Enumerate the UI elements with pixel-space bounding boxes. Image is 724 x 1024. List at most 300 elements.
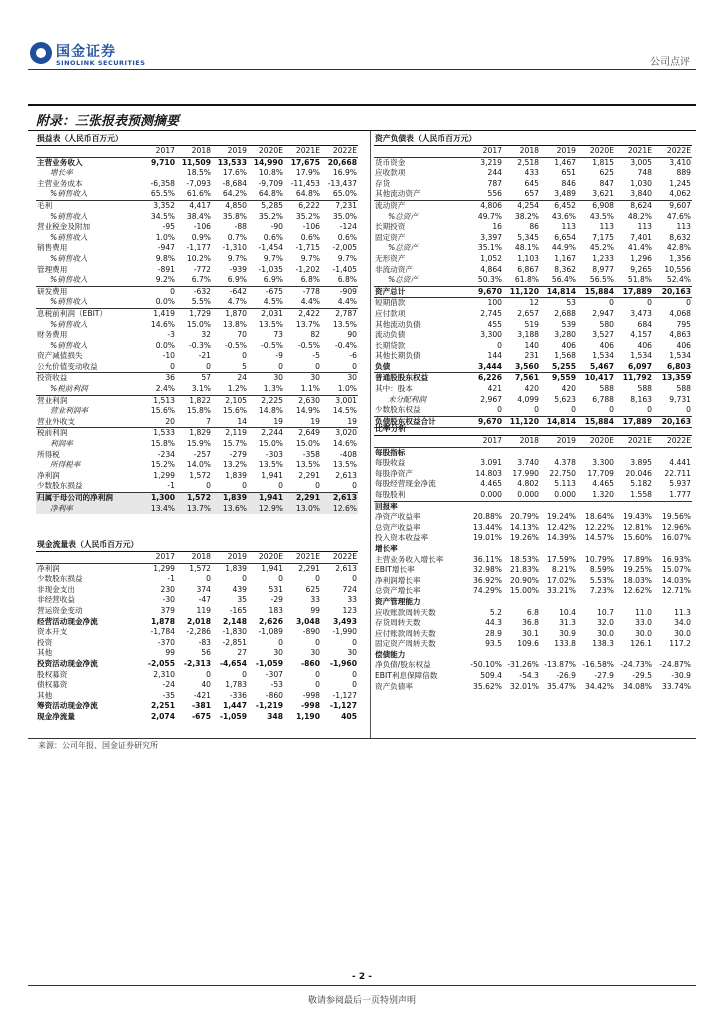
- row-value: 684: [637, 319, 652, 329]
- row-value: 3,444: [466, 362, 503, 373]
- table-row: [374, 608, 692, 619]
- row-value: 30: [347, 373, 357, 383]
- row-value: 15.6%: [150, 406, 175, 416]
- row-value: 36.11%: [473, 554, 502, 564]
- row-value: 20.90%: [510, 575, 539, 585]
- year-header-row: [36, 146, 358, 158]
- row-value: 4.5%: [248, 297, 284, 308]
- row-value: 20,163: [653, 286, 692, 298]
- row-value: -307: [265, 669, 283, 679]
- row-value: 9,731: [669, 394, 691, 404]
- row-value: 18.03%: [623, 575, 652, 585]
- table-row: [374, 373, 692, 384]
- row-label: 毛利: [37, 200, 53, 210]
- row-value: 3,410: [669, 157, 691, 167]
- row-value: 4.441: [669, 458, 691, 468]
- table-row: [374, 586, 692, 597]
- year-header: 2022E: [653, 436, 692, 448]
- row-value: 6.8%: [284, 275, 321, 286]
- row-value: 2,119: [225, 428, 247, 438]
- table-row: [374, 660, 692, 671]
- row-value: [615, 501, 653, 512]
- row-value: 6,908: [592, 200, 614, 210]
- row-label: 每股净资产: [375, 468, 413, 478]
- row-value: 1,533: [153, 428, 175, 438]
- table-row: [374, 544, 692, 555]
- row-value: 1,941: [261, 563, 283, 573]
- row-value: 4.802: [517, 479, 539, 489]
- row-value: 6,452: [554, 200, 576, 210]
- table-row: [36, 648, 358, 659]
- row-value: -234: [157, 449, 175, 459]
- page-number: - 2 -: [352, 972, 372, 982]
- row-label: %销售收入: [50, 211, 88, 221]
- table-row: [374, 405, 692, 416]
- row-value: 17,675: [290, 157, 320, 167]
- row-value: -257: [193, 449, 211, 459]
- row-value: [466, 501, 503, 512]
- row-label: %销售收入: [50, 232, 88, 242]
- row-value: 51.8%: [615, 275, 653, 286]
- row-value: -24: [162, 680, 175, 690]
- row-value: -88: [234, 222, 247, 232]
- row-value: 22.711: [664, 468, 691, 478]
- row-value: -1,960: [329, 658, 357, 668]
- row-value: 3,300: [480, 330, 502, 340]
- row-value: 0: [315, 680, 320, 690]
- row-value: -24.87%: [659, 660, 691, 670]
- row-value: 588: [599, 384, 614, 394]
- table-row: [36, 157, 358, 168]
- row-value: 0.000: [540, 490, 577, 501]
- row-value: [140, 168, 176, 179]
- table-row: [36, 222, 358, 233]
- row-value: 17.709: [587, 468, 614, 478]
- row-value: 5,285: [261, 200, 283, 210]
- row-value: 2,422: [298, 308, 320, 318]
- table-row: [36, 168, 358, 179]
- row-value: 34.0: [674, 618, 691, 628]
- row-value: 33.0: [635, 618, 652, 628]
- year-header: 2019: [540, 146, 577, 158]
- row-value: 406: [637, 340, 652, 350]
- row-label: 应收款项: [375, 168, 406, 178]
- row-value: 15.7%: [222, 439, 247, 449]
- row-value: 1.320: [577, 490, 615, 501]
- row-value: 2,657: [517, 308, 539, 318]
- row-label: 固定资产: [375, 232, 406, 242]
- table-row: [36, 439, 358, 450]
- year-header: 2021E: [615, 436, 653, 448]
- row-value: 0: [503, 405, 540, 416]
- row-value: 19: [284, 417, 321, 428]
- row-value: 38.2%: [514, 211, 539, 221]
- row-value: 0: [278, 574, 283, 584]
- row-value: [615, 447, 653, 458]
- row-value: 625: [305, 584, 320, 594]
- row-value: 2,148: [222, 616, 247, 626]
- row-label: 偿债能力: [375, 649, 406, 659]
- row-label: 未分配利润: [388, 394, 426, 404]
- row-value: 2,613: [321, 493, 358, 504]
- table-row: [36, 373, 358, 384]
- year-header: 2020E: [577, 146, 615, 158]
- row-value: 86: [529, 222, 539, 232]
- row-value: 1,030: [630, 178, 652, 188]
- table-row: [374, 395, 692, 406]
- table-row: [374, 469, 692, 480]
- row-value: 379: [160, 605, 175, 615]
- row-value: 35: [237, 595, 247, 605]
- row-value: 455: [487, 319, 502, 329]
- row-value: [577, 544, 615, 555]
- year-header-blank: [36, 552, 140, 564]
- row-label: 少数股东损益: [36, 481, 140, 492]
- row-value: 4,157: [630, 330, 652, 340]
- row-value: 3,280: [554, 330, 576, 340]
- row-label: 货币资金: [375, 157, 406, 167]
- table-row: [374, 576, 692, 587]
- table-row: [374, 243, 692, 254]
- row-value: 32.98%: [473, 565, 502, 575]
- table-row: [374, 330, 692, 341]
- row-value: 133.8: [554, 639, 576, 649]
- row-label: 流动资产: [375, 200, 406, 210]
- row-value: 10.79%: [585, 554, 614, 564]
- row-value: 12.81%: [623, 522, 652, 532]
- row-value: 30.0: [635, 628, 652, 638]
- row-label: %销售收入: [36, 189, 140, 200]
- row-value: 15.00%: [510, 586, 539, 596]
- row-value: 35.2%: [258, 211, 283, 221]
- row-value: 8.21%: [551, 565, 576, 575]
- table-row: [36, 189, 358, 200]
- row-value: 30.0: [597, 628, 614, 638]
- row-value: 0.6%: [263, 232, 283, 242]
- row-value: 1,572: [176, 493, 212, 504]
- table-title-row: [374, 424, 692, 436]
- table-row: [36, 659, 358, 670]
- table-row: [374, 671, 692, 682]
- row-value: 0: [497, 340, 502, 350]
- row-label: 存货周转天数: [375, 618, 421, 628]
- row-value: 34.5%: [150, 211, 175, 221]
- row-value: 36.8: [522, 618, 539, 628]
- row-value: 13.4%: [140, 504, 176, 515]
- row-label: 所得税率: [50, 460, 81, 470]
- row-value: 374: [196, 584, 211, 594]
- row-value: 61.6%: [176, 189, 212, 200]
- row-label: 其他流动资产: [374, 189, 466, 200]
- row-value: 35.2%: [295, 211, 320, 221]
- row-value: 588: [676, 384, 691, 394]
- table-row: [374, 200, 692, 211]
- row-value: -6: [349, 351, 357, 361]
- row-value: 795: [676, 319, 691, 329]
- row-value: 8.59%: [589, 565, 614, 575]
- row-value: 138.3: [592, 639, 614, 649]
- row-label: 普通股股东权益: [375, 373, 429, 383]
- row-label: 主营业务收入增长率: [375, 554, 444, 564]
- row-value: 4.378: [554, 458, 576, 468]
- row-value: 1,941: [261, 470, 283, 480]
- table-bottom-rule: [28, 738, 696, 739]
- row-value: 36: [165, 373, 175, 383]
- table-row: [36, 330, 358, 341]
- row-label: 经营活动现金净流: [37, 616, 98, 626]
- row-label: 税前利润: [37, 428, 68, 438]
- row-value: 3,005: [630, 157, 652, 167]
- row-value: 1,534: [669, 351, 691, 361]
- row-value: 787: [487, 178, 502, 188]
- row-value: 2,649: [298, 428, 320, 438]
- table-row: [374, 341, 692, 352]
- row-value: 3,473: [630, 308, 652, 318]
- row-label: 投入资本收益率: [375, 533, 429, 543]
- row-value: 32.01%: [510, 681, 539, 691]
- row-value: 64.2%: [212, 189, 248, 200]
- row-value: 19.56%: [662, 512, 691, 522]
- year-header: 2022E: [653, 146, 692, 158]
- table-title: 现金流量表（人民币百万元）: [36, 540, 358, 552]
- row-value: -1,035: [258, 264, 283, 274]
- row-value: [577, 650, 615, 661]
- row-value: -1,177: [186, 243, 211, 253]
- row-value: 10.4: [559, 607, 576, 617]
- row-value: 5.937: [669, 479, 691, 489]
- table-row: [36, 179, 358, 190]
- row-value: -772: [193, 264, 211, 274]
- row-value: 406: [599, 340, 614, 350]
- row-value: 2,105: [225, 395, 247, 405]
- row-value: 13,533: [217, 157, 247, 167]
- row-value: 519: [524, 319, 539, 329]
- row-value: 0: [140, 362, 176, 373]
- row-value: [615, 597, 653, 608]
- row-value: 6.7%: [176, 275, 212, 286]
- row-value: 93.5: [485, 639, 502, 649]
- row-value: 12.6%: [321, 504, 358, 515]
- row-value: 15.0%: [186, 319, 211, 329]
- row-value: 4,099: [517, 394, 539, 404]
- row-value: 3.1%: [176, 384, 212, 395]
- row-value: 14.6%: [332, 439, 357, 449]
- table-row: [374, 351, 692, 362]
- row-value: -998: [300, 701, 320, 711]
- row-value: 15.0%: [295, 439, 320, 449]
- row-value: 15.60%: [623, 533, 652, 543]
- row-value: 3,840: [615, 189, 653, 200]
- row-value: 2,626: [258, 616, 283, 626]
- row-value: -83: [198, 637, 211, 647]
- table-row: [36, 362, 358, 373]
- table-row: [36, 481, 358, 492]
- row-value: 14.39%: [547, 533, 576, 543]
- row-value: -35: [162, 690, 175, 700]
- cashflow-statement-table: [36, 540, 358, 723]
- row-value: -1: [140, 481, 176, 492]
- row-value: 405: [341, 711, 357, 721]
- row-value: 3,020: [335, 428, 357, 438]
- row-label: 应付款项: [375, 308, 406, 318]
- row-label: 管理费用: [37, 264, 68, 274]
- row-value: 406: [561, 340, 576, 350]
- row-value: -1,127: [332, 690, 357, 700]
- row-value: 509.4: [480, 671, 502, 681]
- row-value: -31.26%: [507, 660, 539, 670]
- table-row: [374, 233, 692, 244]
- row-value: 1,513: [153, 395, 175, 405]
- row-value: 11,509: [181, 157, 211, 167]
- row-value: -21: [198, 351, 211, 361]
- table-row: [374, 639, 692, 650]
- table-row: [374, 512, 692, 523]
- table-row: [36, 243, 358, 254]
- row-value: 9,265: [630, 264, 652, 274]
- row-value: 1,870: [225, 308, 247, 318]
- row-value: -1,310: [222, 243, 247, 253]
- row-value: 1.1%: [284, 384, 321, 395]
- row-label: 主营业务成本: [37, 178, 83, 188]
- row-value: 4,850: [225, 200, 247, 210]
- row-value: -2,005: [332, 243, 357, 253]
- row-value: 2,688: [554, 308, 576, 318]
- row-value: 3,621: [577, 189, 615, 200]
- row-value: 847: [599, 178, 614, 188]
- row-value: 0: [352, 669, 357, 679]
- row-value: -860: [265, 690, 283, 700]
- row-value: [503, 544, 540, 555]
- row-value: 3,527: [592, 330, 614, 340]
- table-title-row: [36, 540, 358, 552]
- row-value: 0.000: [503, 490, 540, 501]
- table-title-row: [374, 134, 692, 146]
- row-value: 2,031: [261, 308, 283, 318]
- row-value: 57: [201, 373, 211, 383]
- row-value: 36.92%: [473, 575, 502, 585]
- row-value: 3,219: [480, 157, 502, 167]
- row-label: 投资收益: [37, 373, 68, 383]
- row-value: 43.6%: [551, 211, 576, 221]
- row-value: [653, 447, 692, 458]
- row-value: -408: [339, 449, 357, 459]
- row-value: 13.8%: [222, 319, 247, 329]
- row-value: [540, 544, 577, 555]
- row-value: 73: [273, 330, 283, 340]
- row-value: 3,493: [332, 616, 357, 626]
- row-value: 4,068: [669, 308, 691, 318]
- row-label: 所得税: [37, 449, 60, 459]
- row-value: 1,233: [592, 253, 614, 263]
- row-label: 其他: [37, 648, 53, 658]
- row-value: 0: [321, 362, 358, 373]
- row-value: 22.750: [549, 468, 576, 478]
- year-header-blank: [374, 436, 466, 448]
- row-value: -10: [162, 351, 175, 361]
- row-value: 0: [315, 574, 320, 584]
- row-label: 增长率: [375, 543, 398, 553]
- row-value: 1,296: [630, 253, 652, 263]
- row-value: 10.2%: [186, 253, 211, 263]
- row-value: 31.3: [559, 618, 576, 628]
- row-value: 1,534: [592, 351, 614, 361]
- row-value: 2,518: [517, 157, 539, 167]
- balance-sheet-table: [374, 134, 692, 428]
- row-value: 45.2%: [589, 243, 614, 253]
- row-value: 14.5%: [332, 406, 357, 416]
- report-type: 公司点评: [650, 57, 690, 68]
- row-value: 1,839: [212, 493, 248, 504]
- row-label: 其他: [37, 690, 53, 700]
- row-value: 2,291: [284, 493, 321, 504]
- table-row: [374, 458, 692, 469]
- row-value: 32.0: [597, 618, 614, 628]
- row-value: 0: [609, 298, 614, 308]
- table-row: [374, 212, 692, 223]
- row-value: -1: [167, 574, 175, 584]
- row-label: 每股经营现金净流: [375, 479, 436, 489]
- row-value: -95: [162, 222, 175, 232]
- row-label: 销售费用: [37, 243, 68, 253]
- year-header-blank: [36, 146, 140, 158]
- row-label: %总资产: [374, 275, 466, 286]
- row-value: -2,313: [183, 658, 211, 668]
- row-value: 0.6%: [337, 232, 357, 242]
- table-row: [36, 701, 358, 712]
- row-value: 1,572: [189, 563, 211, 573]
- row-value: 657: [503, 189, 540, 200]
- row-value: -1,990: [332, 627, 357, 637]
- row-value: 0: [615, 405, 653, 416]
- row-value: 348: [267, 711, 283, 721]
- row-label: 非现金支出: [37, 584, 75, 594]
- row-value: 2,745: [480, 308, 502, 318]
- row-value: 99: [165, 648, 175, 658]
- year-header: 2020E: [248, 146, 284, 158]
- table-row: [374, 384, 692, 395]
- row-label: 固定资产周转天数: [375, 639, 436, 649]
- row-value: -778: [302, 286, 320, 296]
- row-value: -30: [162, 595, 175, 605]
- row-value: 3,001: [335, 395, 357, 405]
- row-label: 资产减值损失: [37, 351, 83, 361]
- table-row: [36, 460, 358, 471]
- row-value: 0: [170, 286, 175, 296]
- row-value: 3.300: [592, 458, 614, 468]
- table-row: [36, 627, 358, 638]
- row-value: 0.6%: [300, 232, 320, 242]
- row-value: 0: [284, 362, 321, 373]
- table-row: [36, 585, 358, 596]
- row-value: 13.7%: [176, 504, 212, 515]
- row-value: 5,623: [554, 394, 576, 404]
- row-value: -4,654: [219, 658, 247, 668]
- row-value: 21.83%: [510, 565, 539, 575]
- row-value: 11,792: [622, 373, 652, 383]
- year-header: 2017: [140, 552, 176, 564]
- table-row: [374, 650, 692, 661]
- row-value: 231: [524, 351, 539, 361]
- row-value: 30: [273, 648, 283, 658]
- table-row: [374, 523, 692, 534]
- row-value: -0.4%: [334, 340, 357, 350]
- row-label: 无形资产: [375, 253, 406, 263]
- row-value: -90: [270, 222, 283, 232]
- row-value: 3,048: [295, 616, 320, 626]
- row-value: 13.2%: [222, 460, 247, 470]
- row-label: 净负债/股东权益: [375, 660, 431, 670]
- row-label: 每股股利: [374, 490, 466, 501]
